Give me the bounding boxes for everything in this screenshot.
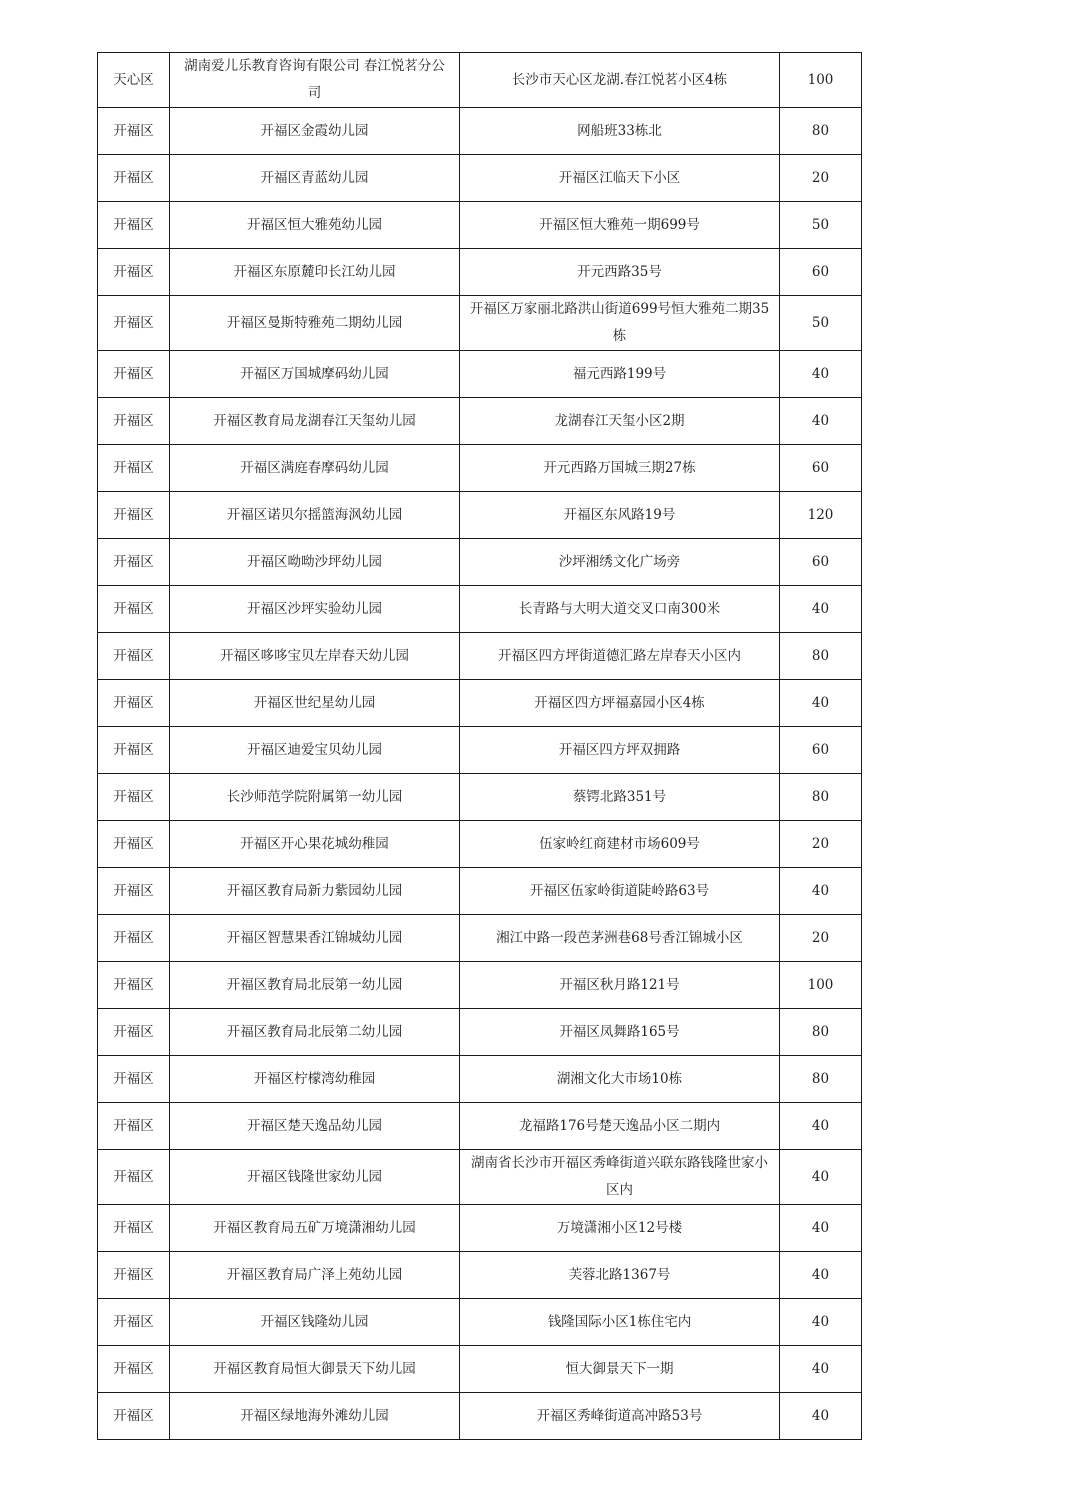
table-row <box>98 398 862 445</box>
district-cell: 开福区 <box>98 1252 170 1299</box>
capacity-cell: 120 <box>780 492 862 539</box>
kindergarten-name-cell: 开福区恒大雅苑幼儿园 <box>170 202 460 249</box>
capacity-cell: 60 <box>780 445 862 492</box>
kindergarten-table <box>97 52 862 1440</box>
address-cell: 伍家岭红商建材市场609号 <box>460 821 780 868</box>
district-cell: 开福区 <box>98 108 170 155</box>
table-row <box>98 1299 862 1346</box>
district-cell: 开福区 <box>98 1205 170 1252</box>
kindergarten-name-cell: 开福区哆哆宝贝左岸春天幼儿园 <box>170 633 460 680</box>
table-row <box>98 351 862 398</box>
district-cell: 开福区 <box>98 296 170 351</box>
table-row <box>98 155 862 202</box>
capacity-cell: 40 <box>780 351 862 398</box>
address-cell: 开福区四方坪福嘉园小区4栋 <box>460 680 780 727</box>
capacity-cell: 40 <box>780 586 862 633</box>
kindergarten-name-cell: 开福区开心果花城幼稚园 <box>170 821 460 868</box>
kindergarten-name-cell: 开福区教育局北辰第一幼儿园 <box>170 962 460 1009</box>
kindergarten-name-cell: 长沙师范学院附属第一幼儿园 <box>170 774 460 821</box>
capacity-cell: 20 <box>780 155 862 202</box>
district-cell: 开福区 <box>98 351 170 398</box>
address-cell: 开福区伍家岭街道陡岭路63号 <box>460 868 780 915</box>
kindergarten-name-cell: 开福区智慧果香江锦城幼儿园 <box>170 915 460 962</box>
address-cell: 恒大御景天下一期 <box>460 1346 780 1393</box>
capacity-cell: 100 <box>780 962 862 1009</box>
capacity-cell: 40 <box>780 1252 862 1299</box>
address-cell: 开福区万家丽北路洪山街道699号恒大雅苑二期35栋 <box>460 296 780 351</box>
district-cell: 开福区 <box>98 492 170 539</box>
table-row <box>98 1393 862 1440</box>
address-cell: 开元西路35号 <box>460 249 780 296</box>
district-cell: 开福区 <box>98 1299 170 1346</box>
district-cell: 开福区 <box>98 774 170 821</box>
address-cell: 网船班33栋北 <box>460 108 780 155</box>
table-row <box>98 539 862 586</box>
address-cell: 长青路与大明大道交叉口南300米 <box>460 586 780 633</box>
table-row <box>98 868 862 915</box>
address-cell: 龙湖春江天玺小区2期 <box>460 398 780 445</box>
district-cell: 开福区 <box>98 398 170 445</box>
address-cell: 蔡锷北路351号 <box>460 774 780 821</box>
capacity-cell: 20 <box>780 915 862 962</box>
kindergarten-name-cell: 开福区金霞幼儿园 <box>170 108 460 155</box>
table-row <box>98 108 862 155</box>
district-cell: 开福区 <box>98 1009 170 1056</box>
district-cell: 开福区 <box>98 821 170 868</box>
capacity-cell: 50 <box>780 202 862 249</box>
district-cell: 开福区 <box>98 868 170 915</box>
kindergarten-name-cell: 开福区世纪星幼儿园 <box>170 680 460 727</box>
address-cell: 开元西路万国城三期27栋 <box>460 445 780 492</box>
address-cell: 万境潇湘小区12号楼 <box>460 1205 780 1252</box>
capacity-cell: 80 <box>780 633 862 680</box>
address-cell: 开福区四方坪双拥路 <box>460 727 780 774</box>
district-cell: 开福区 <box>98 915 170 962</box>
table-row <box>98 633 862 680</box>
table-row <box>98 1056 862 1103</box>
table-row <box>98 727 862 774</box>
table-row <box>98 962 862 1009</box>
table-row <box>98 1009 862 1056</box>
kindergarten-name-cell: 开福区钱隆世家幼儿园 <box>170 1150 460 1205</box>
capacity-cell: 80 <box>780 774 862 821</box>
capacity-cell: 40 <box>780 868 862 915</box>
district-cell: 开福区 <box>98 445 170 492</box>
table-body <box>98 53 862 1440</box>
kindergarten-name-cell: 开福区曼斯特雅苑二期幼儿园 <box>170 296 460 351</box>
address-cell: 湘江中路一段芭茅洲巷68号香江锦城小区 <box>460 915 780 962</box>
address-cell: 福元西路199号 <box>460 351 780 398</box>
capacity-cell: 40 <box>780 1299 862 1346</box>
kindergarten-name-cell: 开福区绿地海外滩幼儿园 <box>170 1393 460 1440</box>
capacity-cell: 40 <box>780 1205 862 1252</box>
table-row <box>98 1103 862 1150</box>
capacity-cell: 60 <box>780 539 862 586</box>
kindergarten-name-cell: 开福区诺贝尔摇篮海沨幼儿园 <box>170 492 460 539</box>
kindergarten-name-cell: 开福区教育局北辰第二幼儿园 <box>170 1009 460 1056</box>
district-cell: 开福区 <box>98 539 170 586</box>
address-cell: 开福区东风路19号 <box>460 492 780 539</box>
capacity-cell: 40 <box>780 398 862 445</box>
kindergarten-name-cell: 开福区教育局五矿万境潇湘幼儿园 <box>170 1205 460 1252</box>
district-cell: 开福区 <box>98 1056 170 1103</box>
capacity-cell: 80 <box>780 1009 862 1056</box>
district-cell: 开福区 <box>98 1103 170 1150</box>
address-cell: 湖南省长沙市开福区秀峰街道兴联东路钱隆世家小区内 <box>460 1150 780 1205</box>
capacity-cell: 40 <box>780 1346 862 1393</box>
capacity-cell: 80 <box>780 108 862 155</box>
kindergarten-name-cell: 开福区教育局广泽上苑幼儿园 <box>170 1252 460 1299</box>
capacity-cell: 40 <box>780 1150 862 1205</box>
table-row <box>98 1205 862 1252</box>
address-cell: 开福区恒大雅苑一期699号 <box>460 202 780 249</box>
kindergarten-name-cell: 开福区钱隆幼儿园 <box>170 1299 460 1346</box>
capacity-cell: 100 <box>780 53 862 108</box>
kindergarten-name-cell: 开福区迪爱宝贝幼儿园 <box>170 727 460 774</box>
district-cell: 开福区 <box>98 1393 170 1440</box>
kindergarten-name-cell: 开福区东原麓印长江幼儿园 <box>170 249 460 296</box>
address-cell: 开福区四方坪街道德汇路左岸春天小区内 <box>460 633 780 680</box>
table-row <box>98 821 862 868</box>
district-cell: 开福区 <box>98 155 170 202</box>
table-row <box>98 249 862 296</box>
address-cell: 开福区秋月路121号 <box>460 962 780 1009</box>
table-row <box>98 202 862 249</box>
district-cell: 开福区 <box>98 727 170 774</box>
district-cell: 开福区 <box>98 1346 170 1393</box>
kindergarten-name-cell: 开福区柠檬湾幼稚园 <box>170 1056 460 1103</box>
table-row <box>98 915 862 962</box>
district-cell: 开福区 <box>98 962 170 1009</box>
address-cell: 钱隆国际小区1栋住宅内 <box>460 1299 780 1346</box>
kindergarten-name-cell: 开福区教育局恒大御景天下幼儿园 <box>170 1346 460 1393</box>
table-row <box>98 774 862 821</box>
address-cell: 开福区江临天下小区 <box>460 155 780 202</box>
capacity-cell: 50 <box>780 296 862 351</box>
district-cell: 开福区 <box>98 249 170 296</box>
address-cell: 芙蓉北路1367号 <box>460 1252 780 1299</box>
kindergarten-name-cell: 开福区教育局龙湖春江天玺幼儿园 <box>170 398 460 445</box>
district-cell: 开福区 <box>98 586 170 633</box>
capacity-cell: 40 <box>780 680 862 727</box>
district-cell: 天心区 <box>98 53 170 108</box>
table-row <box>98 586 862 633</box>
district-cell: 开福区 <box>98 680 170 727</box>
table-row <box>98 1150 862 1205</box>
capacity-cell: 40 <box>780 1393 862 1440</box>
table-row <box>98 296 862 351</box>
kindergarten-name-cell: 开福区呦呦沙坪幼儿园 <box>170 539 460 586</box>
address-cell: 开福区凤舞路165号 <box>460 1009 780 1056</box>
district-cell: 开福区 <box>98 633 170 680</box>
capacity-cell: 20 <box>780 821 862 868</box>
district-cell: 开福区 <box>98 1150 170 1205</box>
address-cell: 湖湘文化大市场10栋 <box>460 1056 780 1103</box>
kindergarten-name-cell: 开福区满庭春摩码幼儿园 <box>170 445 460 492</box>
district-cell: 开福区 <box>98 202 170 249</box>
address-cell: 长沙市天心区龙湖.春江悦茗小区4栋 <box>460 53 780 108</box>
capacity-cell: 60 <box>780 249 862 296</box>
kindergarten-name-cell: 开福区沙坪实验幼儿园 <box>170 586 460 633</box>
table-row <box>98 1346 862 1393</box>
kindergarten-name-cell: 开福区万国城摩码幼儿园 <box>170 351 460 398</box>
table-row <box>98 492 862 539</box>
kindergarten-name-cell: 开福区青蓝幼儿园 <box>170 155 460 202</box>
table-row <box>98 53 862 108</box>
address-cell: 龙福路176号楚天逸品小区二期内 <box>460 1103 780 1150</box>
capacity-cell: 60 <box>780 727 862 774</box>
address-cell: 沙坪湘绣文化广场旁 <box>460 539 780 586</box>
table-row <box>98 445 862 492</box>
kindergarten-name-cell: 开福区教育局新力紫园幼儿园 <box>170 868 460 915</box>
table-row <box>98 1252 862 1299</box>
kindergarten-name-cell: 湖南爱儿乐教育咨询有限公司 春江悦茗分公司 <box>170 53 460 108</box>
kindergarten-name-cell: 开福区楚天逸品幼儿园 <box>170 1103 460 1150</box>
address-cell: 开福区秀峰街道高冲路53号 <box>460 1393 780 1440</box>
table-row <box>98 680 862 727</box>
capacity-cell: 80 <box>780 1056 862 1103</box>
capacity-cell: 40 <box>780 1103 862 1150</box>
